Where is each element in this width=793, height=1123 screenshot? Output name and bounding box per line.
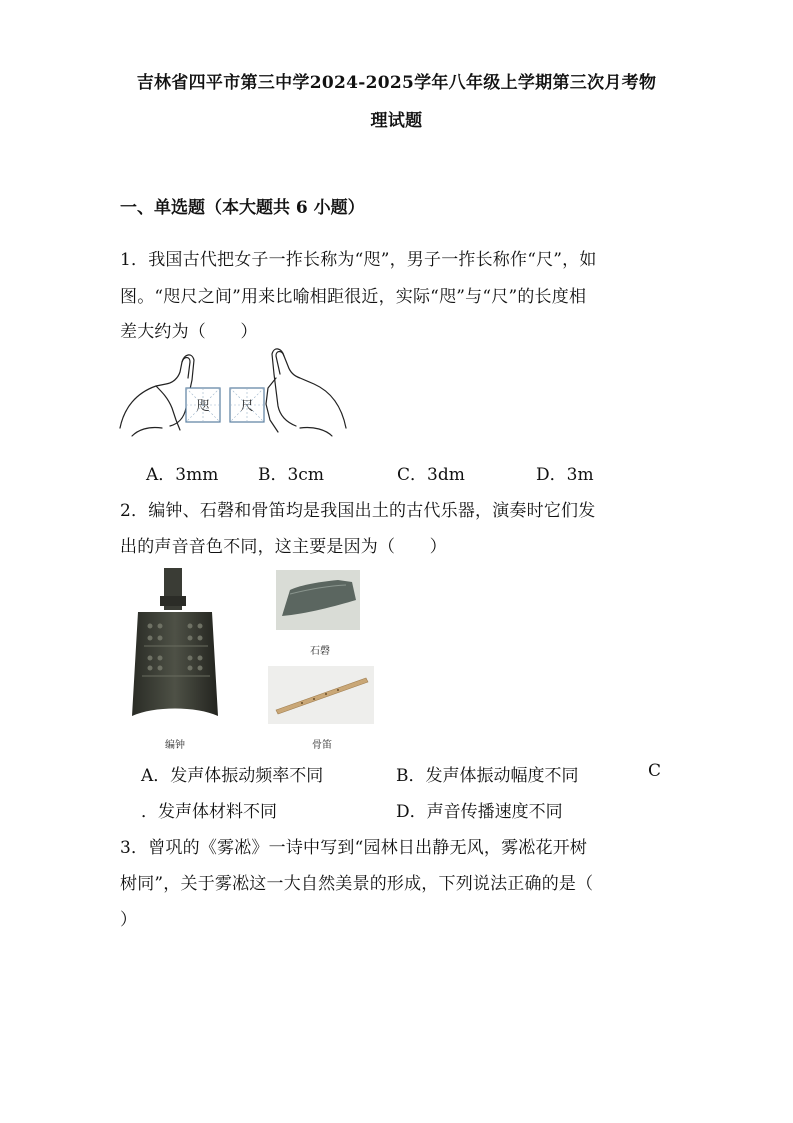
q1-stem-line1: 1．我国古代把女子一拃长称为“咫”，男子一拃长称作“尺”，如 — [120, 250, 597, 270]
q1-option-d[interactable]: D．3m — [536, 465, 594, 485]
q2-option-b[interactable]: B．发声体振动幅度不同 — [396, 766, 579, 786]
q1-stem-line3: 差大约为（ ） — [120, 322, 258, 342]
q2-stem-line1: 2．编钟、石磬和骨笛均是我国出土的古代乐器，演奏时它们发 — [120, 501, 596, 521]
q2-option-d[interactable]: D．声音传播速度不同 — [396, 802, 563, 822]
q3-stem-line2: 树同”，关于雾凇这一大自然美景的形成，下列说法正确的是（ — [120, 874, 594, 894]
q3-stem-line1: 3．曾巩的《雾凇》一诗中写到“园林日出静无风，雾凇花开树 — [120, 838, 588, 858]
q2-option-c-text[interactable]: ．发声体材料不同 — [141, 802, 277, 822]
q1-option-c[interactable]: C．3dm — [397, 465, 465, 485]
q1-box-right-char: 尺 — [240, 399, 254, 414]
q2-option-c-letter[interactable]: C — [648, 761, 662, 781]
q2-stem-line2: 出的声音音色不同，这主要是因为（ ） — [120, 537, 447, 557]
caption-gudi: 骨笛 — [312, 740, 332, 751]
q1-option-a[interactable]: A．3mm — [146, 465, 219, 485]
document-title-line2: 理试题 — [370, 111, 423, 131]
q3-stem-line3: ） — [120, 910, 138, 930]
document-title-line1: 吉林省四平市第三中学2024-2025学年八年级上学期第三次月考物 — [136, 73, 657, 93]
shiqing-stone-image — [276, 570, 360, 630]
q1-hands-figure — [118, 348, 348, 438]
q2-option-a[interactable]: A．发声体振动频率不同 — [141, 766, 324, 786]
section-heading: 一、单选题（本大题共 6 小题） — [120, 198, 365, 218]
gudi-flute-image — [268, 666, 374, 724]
caption-bianzhong: 编钟 — [165, 740, 185, 751]
q1-box-left-char: 咫 — [196, 399, 210, 414]
bianzhong-bell-image — [130, 568, 220, 720]
caption-shiqing: 石磬 — [310, 646, 330, 657]
q1-stem-line2: 图。“咫尺之间”用来比喻相距很近，实际“咫”与“尺”的长度相 — [120, 287, 587, 307]
q1-option-b[interactable]: B．3cm — [258, 465, 324, 485]
